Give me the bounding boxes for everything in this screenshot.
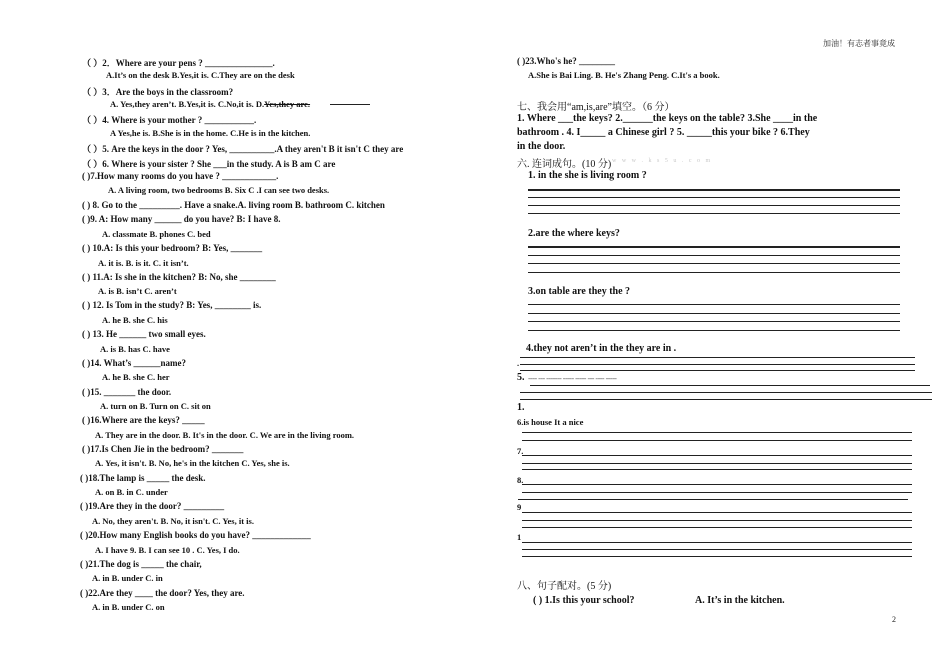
question-22-options: A. in B. under C. on: [92, 602, 165, 612]
answer-line: [528, 197, 900, 198]
question-17-options: A. Yes, it isn't. B. No, he's in the kitchen C. Yes, she is.: [95, 458, 290, 468]
sentence-5: ---- --- ------- ----- ----- --- ---- -----: [528, 374, 617, 383]
question-17: ( )17.Is Chen Jie in the bedroom? _______: [82, 444, 244, 454]
question-13: ( ) 13. He ______ two small eyes.: [82, 329, 206, 339]
watermark: w w w . k s 5 u . c o m: [612, 158, 713, 164]
answer-line: [528, 321, 900, 322]
question-16-options: A. They are in the door. B. It's in the door. C. We are in the living room.: [95, 430, 355, 440]
sentence-6: 6.is house It a nice: [517, 417, 584, 427]
section-7-line-3: in the door.: [517, 141, 566, 152]
answer-line: [522, 549, 912, 550]
sentence-8-number: 8.: [517, 475, 524, 485]
question-5: （ ）5. Are the keys in the door ? Yes, __________.A they aren't B it isn't C they are: [82, 144, 404, 154]
question-13-options: A. is B. has C. have: [100, 344, 170, 354]
answer-line: [522, 527, 912, 528]
question-7: ( )7.How many rooms do you have ? ____________.: [82, 171, 279, 181]
answer-line: [522, 492, 912, 493]
page-number: 2: [892, 615, 896, 624]
question-4: （ ）4. Where is your mother ? ___________.: [82, 115, 257, 125]
question-9: ( )9. A: How many ______ do you have? B: I have 8.: [82, 214, 281, 224]
sentence-9-number: 9: [517, 502, 522, 512]
question-18: ( )18.The lamp is _____ the desk.: [80, 473, 206, 483]
answer-line: [522, 455, 912, 456]
answer-line: [528, 189, 900, 191]
question-11: ( ) 11.A: Is she in the kitchen? B: No, she ________: [82, 272, 276, 282]
question-6: （ ）6. Where is your sister ? She ___in the study. A is B am C are: [82, 159, 336, 169]
question-11-options: A. is B. isn’t C. aren’t: [98, 286, 177, 296]
question-21: ( )21.The dog is _____ the chair,: [80, 559, 202, 569]
answer-line: [528, 246, 900, 248]
header-motto: 加油！有志者事竟成: [823, 39, 895, 48]
answer-line: [528, 272, 900, 273]
question-2: （ ）2．Where are your pens ? _______________.: [82, 58, 275, 68]
answer-line: [530, 385, 930, 386]
question-14-options: A. he B. she C. her: [102, 372, 170, 382]
answer-line: [520, 399, 932, 400]
question-3-options-abc: A. Yes,they aren’t. B.Yes,it is. C.No,it is. D.: [110, 99, 265, 109]
answer-line: [528, 330, 900, 331]
sentence-1: 1. in the she is living room ?: [528, 170, 647, 181]
question-12-options: A. he B. she C. his: [102, 315, 168, 325]
question-4-options: A Yes,he is. B.She is in the home. C.He is in the kitchen.: [110, 128, 311, 138]
question-3-options: [110, 99, 310, 109]
question-3-option-d: Yes,they are.: [264, 99, 311, 109]
question-15-options: A. turn on B. Turn on C. sit on: [100, 401, 211, 411]
section-8-question-1: ( ) 1.Is this your school?: [533, 595, 635, 606]
question-10: ( ) 10.A: Is this your bedroom? B: Yes, _______: [82, 243, 263, 253]
question-2-options: A.It’s on the desk B.Yes,it is. C.They are on the desk: [106, 70, 295, 80]
sentence-1b-number: 1.: [517, 402, 525, 413]
question-12: ( ) 12. Is Tom in the study? B: Yes, ________ is.: [82, 300, 262, 310]
answer-line: [522, 520, 912, 521]
question-14: ( )14. What’s ______name?: [82, 358, 186, 368]
answer-line: [528, 313, 900, 314]
answer-line: [520, 357, 915, 358]
section-7-title: 七、我会用“am,is,are”填空。（6 分）: [517, 102, 675, 113]
answer-line: [522, 512, 912, 513]
answer-line: [522, 432, 912, 433]
answer-line: [528, 213, 900, 214]
sentence-5-number: 5.: [517, 372, 525, 383]
question-15: ( )15. _______ the door.: [82, 387, 172, 397]
answer-line: [528, 255, 900, 256]
answer-line: [522, 440, 912, 441]
question-20-options: A. I have 9. B. I can see 10 . C. Yes, I do.: [95, 545, 240, 555]
question-9-options: A. classmate B. phones C. bed: [102, 229, 211, 239]
section-8-answer-a: A. It’s in the kitchen.: [695, 595, 785, 606]
answer-line: [522, 469, 912, 470]
answer-line: [528, 304, 900, 305]
sentence-10-number: 1: [517, 532, 522, 542]
sentence-2: 2.are the where keys?: [528, 228, 620, 239]
question-23: ( )23.Who's he? ________: [517, 56, 616, 66]
question-3: （ ）3．Are the boys in the classroom?: [82, 87, 234, 97]
question-10-options: A. it is. B. is it. C. it isn’t.: [98, 258, 189, 268]
answer-line: [528, 205, 900, 206]
answer-line: [528, 263, 900, 264]
question-22: ( )22.Are they ____ the door? Yes, they are.: [80, 588, 245, 598]
question-23-options: A.She is Bai Ling. B. He's Zhang Peng. C.It's a book.: [528, 70, 720, 80]
answer-line: [522, 556, 912, 557]
answer-line: [522, 463, 912, 464]
question-21-options: A. in B. under C. in: [92, 573, 163, 583]
question-8: ( ) 8. Go to the _________. Have a snake.A. living room B. bathroom C. kitchen: [82, 200, 385, 210]
question-7-options: A. A living room, two bedrooms B. Six C .I can see two desks.: [108, 185, 330, 195]
section-7-line-2: bathroom . 4. I_____ a Chinese girl ? 5. _____this your bike ? 6.They: [517, 127, 810, 138]
strike-line: [330, 104, 370, 105]
section-6-title: 六. 连词成句。(10 分): [517, 159, 612, 170]
question-16: ( )16.Where are the keys? _____: [82, 415, 205, 425]
answer-line: [520, 364, 915, 365]
sentence-4-mark: .: [517, 358, 520, 368]
sentence-3: 3.on table are they the ?: [528, 286, 631, 297]
question-19: ( )19.Are they in the door? _________: [80, 501, 225, 511]
question-18-options: A. on B. in C. under: [95, 487, 168, 497]
answer-line: [520, 392, 932, 393]
sentence-7-number: 7.: [517, 446, 524, 456]
sentence-4: 4.they not aren’t in the they are in .: [526, 343, 677, 354]
question-20: ( )20.How many English books do you have? _____________: [80, 530, 311, 540]
answer-line: [520, 370, 915, 371]
section-8-title: 八、句子配对。(5 分): [517, 581, 612, 592]
question-19-options: A. No, they aren't. B. No, it isn't. C. Yes, it is.: [92, 516, 254, 526]
answer-line: [522, 542, 912, 543]
answer-line: [518, 499, 908, 500]
answer-line: [522, 484, 912, 485]
section-7-line-1: 1. Where ___the keys? 2.______the keys on the table? 3.She ____in the: [517, 113, 818, 124]
